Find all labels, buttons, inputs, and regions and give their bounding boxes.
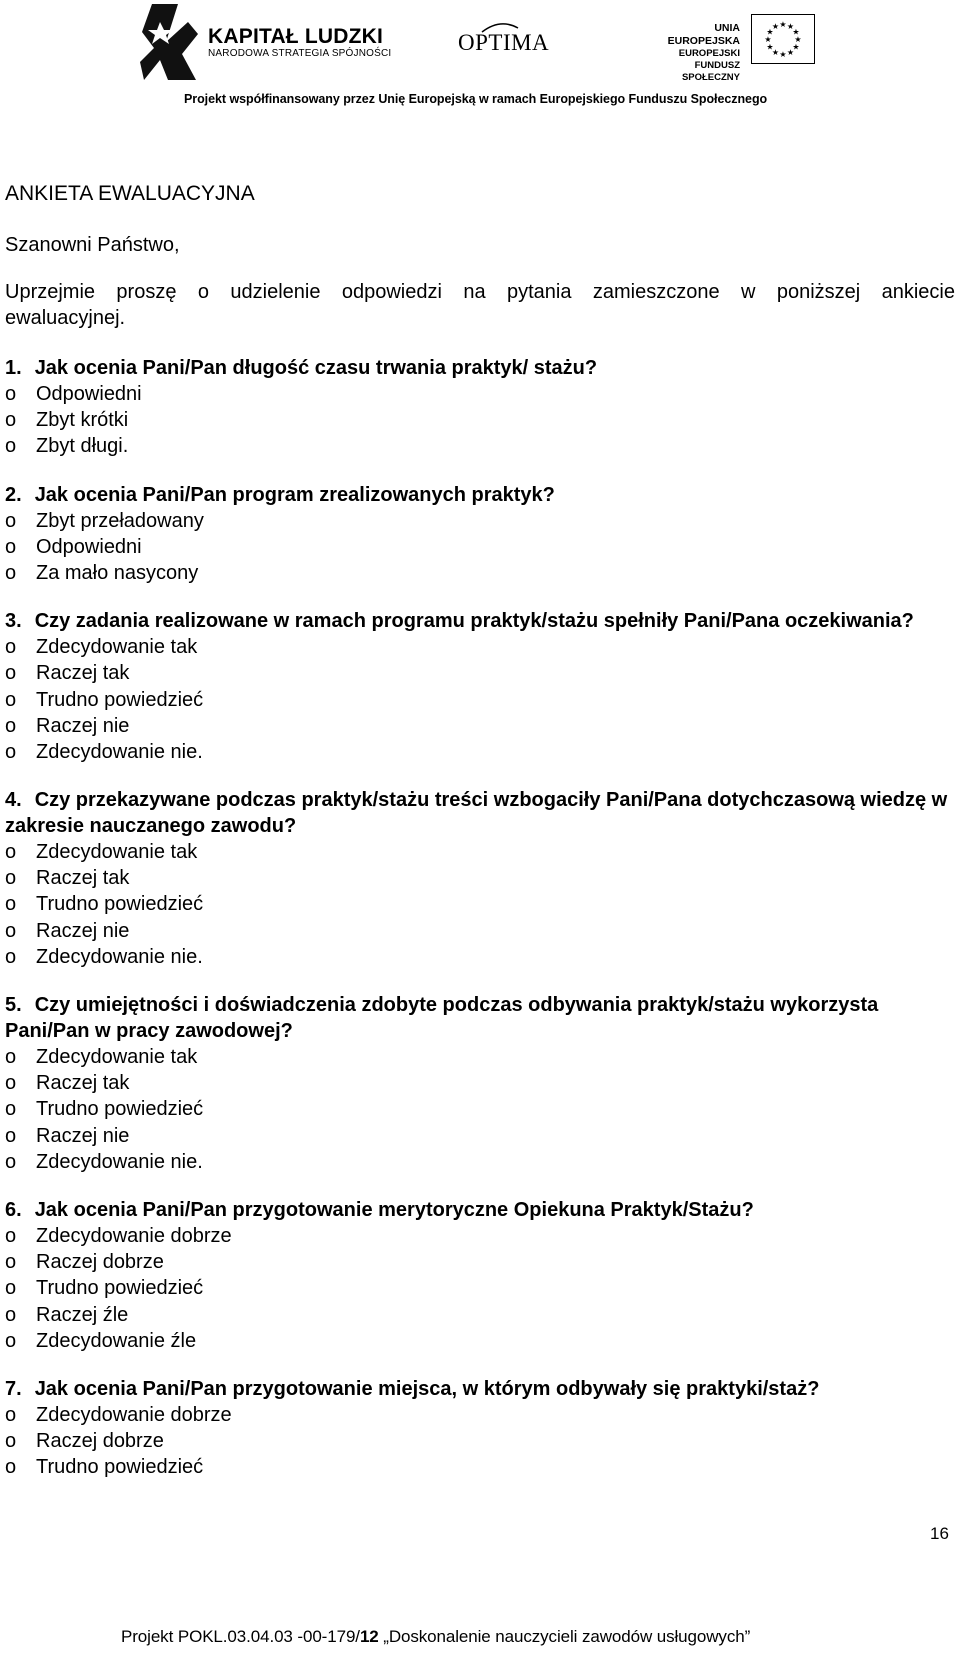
- question-label: Jak ocenia Pani/Pan program zrealizowanych praktyk?: [34, 483, 555, 506]
- option-label: Zdecydowanie dobrze: [36, 1224, 232, 1247]
- footer-bold: 12: [359, 1627, 379, 1646]
- eu-star-icon: ★: [792, 42, 800, 52]
- eu-star-icon: ★: [766, 27, 774, 37]
- answer-option[interactable]: [5, 739, 955, 765]
- answer-option[interactable]: [5, 713, 955, 739]
- answer-option[interactable]: [5, 634, 955, 660]
- eu-star-icon: ★: [771, 47, 780, 57]
- option-label: Zdecydowanie tak: [36, 636, 198, 659]
- question-number: 7.: [5, 1377, 22, 1400]
- answer-option[interactable]: [5, 839, 955, 865]
- question-text: [5, 482, 955, 508]
- option-bullet-icon: o: [5, 1098, 17, 1121]
- option-bullet-icon: o: [5, 509, 17, 532]
- answer-option[interactable]: [5, 660, 955, 686]
- option-bullet-icon: o: [5, 740, 17, 763]
- kl-main-label: KAPITAŁ LUDZKI: [208, 25, 384, 48]
- option-label: Zbyt długi.: [36, 435, 129, 458]
- greeting: Szanowni Państwo,: [5, 234, 180, 256]
- option-bullet-icon: o: [5, 1150, 17, 1173]
- answer-option[interactable]: [5, 891, 955, 917]
- answer-option[interactable]: [5, 534, 955, 560]
- eu-star-icon: ★: [779, 50, 787, 59]
- option-label: Trudno powiedzieć: [36, 1277, 204, 1300]
- intro-paragraph: [5, 279, 955, 331]
- option-bullet-icon: o: [5, 1124, 17, 1147]
- answer-option[interactable]: [5, 1328, 955, 1354]
- answer-options: [5, 381, 955, 460]
- question-text: [5, 1197, 955, 1223]
- question-text: [5, 992, 955, 1044]
- option-label: Raczej nie: [36, 714, 130, 737]
- question-label: Czy umiejętności i doświadczenia zdobyte podczas odbywania praktyk/stażu wykorzysta Pani/Pan w pracy zawodowej?: [5, 994, 879, 1042]
- option-bullet-icon: o: [5, 535, 17, 558]
- answer-options: [5, 1044, 955, 1175]
- option-label: Zdecydowanie dobrze: [36, 1403, 232, 1426]
- question-label: Czy przekazywane podczas praktyk/stażu treści wzbogaciły Pani/Pana dotychczasową wiedzę w zakresie nauczanego zawodu?: [5, 789, 948, 838]
- option-bullet-icon: o: [5, 662, 17, 685]
- page-number: 16: [930, 1524, 949, 1543]
- option-label: Za mało nasycony: [36, 561, 199, 584]
- question-number: 3.: [5, 610, 22, 633]
- question-block: [5, 608, 955, 765]
- question-block: [5, 1197, 955, 1354]
- option-label: Zdecydowanie źle: [36, 1329, 197, 1352]
- question-label: Jak ocenia Pani/Pan długość czasu trwania praktyk/ stażu?: [34, 357, 598, 379]
- option-label: Zdecydowanie tak: [36, 841, 198, 864]
- answer-option[interactable]: [5, 560, 955, 586]
- kapital-ludzki-logo-icon: [138, 2, 200, 82]
- questions-list: [5, 355, 955, 1502]
- question-text: [5, 1376, 955, 1402]
- optima-logo: [458, 26, 548, 60]
- answer-option[interactable]: [5, 1223, 955, 1249]
- question-text: [5, 355, 955, 381]
- question-block: [5, 482, 955, 587]
- eu-line-1: UNIA EUROPEJSKA: [667, 22, 740, 48]
- option-label: Trudno powiedzieć: [36, 688, 204, 711]
- eu-star-icon: ★: [794, 35, 802, 44]
- answer-options: [5, 1402, 955, 1481]
- question-block: [5, 355, 955, 460]
- eu-line-2: EUROPEJSKI: [678, 48, 740, 60]
- option-bullet-icon: o: [5, 919, 17, 942]
- answer-options: [5, 1223, 955, 1354]
- answer-options: [5, 839, 955, 970]
- eu-text-block: [644, 22, 740, 84]
- page-footer: [121, 1627, 750, 1647]
- answer-option[interactable]: [5, 687, 955, 713]
- question-number: 1.: [5, 357, 22, 379]
- option-label: Raczej nie: [36, 1124, 130, 1147]
- document-title: ANKIETA EWALUACYJNA: [5, 182, 255, 205]
- question-text: [5, 787, 955, 839]
- option-label: Raczej tak: [36, 1072, 130, 1095]
- eu-star-icon: ★: [771, 22, 780, 32]
- eu-line-3: FUNDUSZ SPOŁECZNY: [681, 60, 740, 83]
- question-label: Czy zadania realizowane w ramach programu praktyk/stażu spełniły Pani/Pana oczekiwania?: [34, 610, 914, 633]
- answer-options: [5, 508, 955, 587]
- question-number: 2.: [5, 483, 22, 506]
- answer-option[interactable]: [5, 865, 955, 891]
- kl-sub-label: NARODOWA STRATEGIA SPÓJNOŚCI: [208, 48, 392, 60]
- option-bullet-icon: o: [5, 1072, 17, 1095]
- answer-option[interactable]: [5, 381, 955, 407]
- option-label: Odpowiedni: [36, 383, 142, 405]
- option-bullet-icon: o: [5, 714, 17, 737]
- option-label: Raczej dobrze: [36, 1251, 164, 1274]
- option-bullet-icon: o: [5, 841, 17, 864]
- option-bullet-icon: o: [5, 383, 17, 405]
- eu-star-icon: ★: [766, 42, 774, 52]
- eu-flag-icon: [751, 14, 815, 64]
- option-label: Zbyt przeładowany: [36, 509, 204, 532]
- eu-star-icon: ★: [792, 27, 800, 37]
- answer-option[interactable]: [5, 1275, 955, 1301]
- page-header: [0, 0, 960, 112]
- option-label: Raczej nie: [36, 919, 130, 942]
- funding-statement: Projekt współfinansowany przez Unię Europejską w ramach Europejskiego Funduszu Społecznego: [184, 92, 768, 106]
- answer-option[interactable]: [5, 1402, 955, 1428]
- option-label: Trudno powiedzieć: [36, 893, 204, 916]
- option-label: Raczej źle: [36, 1303, 129, 1326]
- eu-star-icon: ★: [779, 20, 787, 29]
- option-bullet-icon: o: [5, 1303, 17, 1326]
- option-label: Zbyt krótki: [36, 409, 129, 432]
- eu-star-icon: ★: [786, 22, 795, 32]
- answer-option[interactable]: [5, 1149, 955, 1175]
- answer-option[interactable]: [5, 1249, 955, 1275]
- option-bullet-icon: o: [5, 688, 17, 711]
- option-bullet-icon: o: [5, 1251, 17, 1274]
- option-bullet-icon: o: [5, 435, 17, 458]
- question-text: [5, 608, 955, 634]
- option-label: Trudno powiedzieć: [36, 1456, 204, 1479]
- option-bullet-icon: o: [5, 1329, 17, 1352]
- option-label: Raczej dobrze: [36, 1430, 164, 1453]
- answer-option[interactable]: [5, 1302, 955, 1328]
- answer-option[interactable]: [5, 1454, 955, 1480]
- option-label: Zdecydowanie nie.: [36, 1150, 203, 1173]
- answer-option[interactable]: [5, 407, 955, 433]
- option-bullet-icon: o: [5, 409, 17, 432]
- answer-option[interactable]: [5, 508, 955, 534]
- answer-option[interactable]: [5, 1044, 955, 1070]
- answer-option[interactable]: [5, 1123, 955, 1149]
- option-bullet-icon: o: [5, 893, 17, 916]
- answer-options: [5, 634, 955, 765]
- question-label: Jak ocenia Pani/Pan przygotowanie miejsca, w którym odbywały się praktyki/staż?: [34, 1377, 820, 1400]
- question-label: Jak ocenia Pani/Pan przygotowanie merytoryczne Opiekuna Praktyk/Stażu?: [34, 1198, 754, 1221]
- option-bullet-icon: o: [5, 1430, 17, 1453]
- option-bullet-icon: o: [5, 1277, 17, 1300]
- option-bullet-icon: o: [5, 1403, 17, 1426]
- question-number: 4.: [5, 789, 22, 812]
- kapital-ludzki-text: [208, 25, 391, 59]
- question-block: [5, 1376, 955, 1481]
- option-bullet-icon: o: [5, 561, 17, 584]
- intro-line-2: ewaluacyjnej.: [5, 307, 126, 329]
- answer-option[interactable]: [5, 918, 955, 944]
- eu-star-icon: ★: [764, 35, 772, 44]
- option-label: Raczej tak: [36, 662, 130, 685]
- answer-option[interactable]: [5, 1096, 955, 1122]
- option-bullet-icon: o: [5, 945, 17, 968]
- optima-wordmark: OPTIMA: [458, 30, 550, 55]
- question-number: 6.: [5, 1198, 22, 1221]
- eu-star-icon: ★: [786, 47, 795, 57]
- answer-option[interactable]: [5, 944, 955, 970]
- option-bullet-icon: o: [5, 1046, 17, 1068]
- option-label: Raczej tak: [36, 867, 130, 890]
- option-label: Zdecydowanie nie.: [36, 740, 203, 763]
- footer-prefix: Projekt POKL.03.04.03 -00-179/: [121, 1627, 360, 1646]
- option-bullet-icon: o: [5, 867, 17, 890]
- option-label: Trudno powiedzieć: [36, 1098, 204, 1121]
- option-label: Zdecydowanie tak: [36, 1046, 198, 1068]
- option-label: Zdecydowanie nie.: [36, 945, 203, 968]
- option-bullet-icon: o: [5, 1456, 17, 1479]
- footer-suffix: „Doskonalenie nauczycieli zawodów usługowych”: [378, 1627, 751, 1646]
- intro-line-1: Uprzejmie proszę o udzielenie odpowiedzi na pytania zamieszczone w poniższej ankiecie: [5, 281, 955, 303]
- answer-option[interactable]: [5, 1070, 955, 1096]
- option-bullet-icon: o: [5, 636, 17, 659]
- option-bullet-icon: o: [5, 1224, 17, 1247]
- question-block: [5, 787, 955, 970]
- option-label: Odpowiedni: [36, 535, 142, 558]
- question-block: [5, 992, 955, 1175]
- question-number: 5.: [5, 994, 22, 1016]
- answer-option[interactable]: [5, 1428, 955, 1454]
- answer-option[interactable]: [5, 433, 955, 459]
